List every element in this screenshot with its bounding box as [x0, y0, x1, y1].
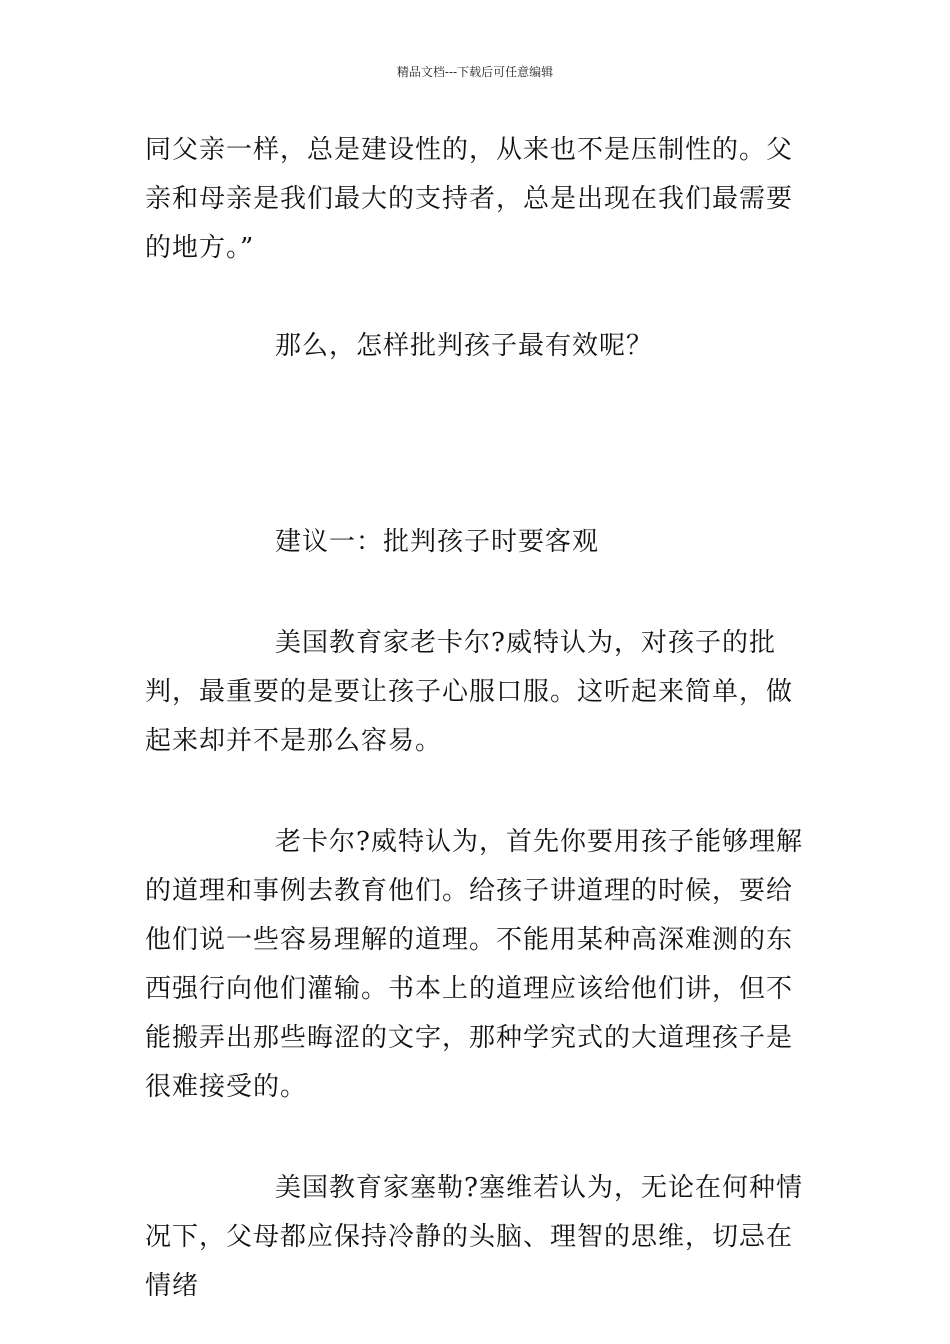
document-body — [145, 126, 807, 1311]
section-heading: 建议一：批判孩子时要客观 — [275, 527, 600, 557]
paragraph-continuation: 同父亲一样，总是建设性的，从来也不是压制性的。父亲和母亲是我们最大的支持者，总是出现在我们最需要的地方。” — [145, 135, 794, 263]
paragraph: 美国教育家塞勒?塞维若认为，无论在何种情况下，父母都应保持冷静的头脑、理智的思维，切忌在情绪 — [145, 1173, 803, 1301]
paragraph: 美国教育家老卡尔?威特认为，对孩子的批判，最重要的是要让孩子心服口服。这听起来简单，做起来却并不是那么容易。 — [145, 628, 794, 756]
page-header: 精品文档---下载后可任意编辑 — [396, 65, 554, 79]
paragraph: 老卡尔?威特认为，首先你要用孩子能够理解的道理和事例去教育他们。给孩子讲道理的时候，要给他们说一些容易理解的道理。不能用某种高深难测的东西强行向他们灌输。书本上的道理应该给他们讲，但不能搬弄出那些晦涩的文字，那种学究式的大道理孩子是很难接受的。 — [145, 827, 803, 1102]
paragraph-question: 那么，怎样批判孩子最有效呢？ — [275, 331, 654, 361]
